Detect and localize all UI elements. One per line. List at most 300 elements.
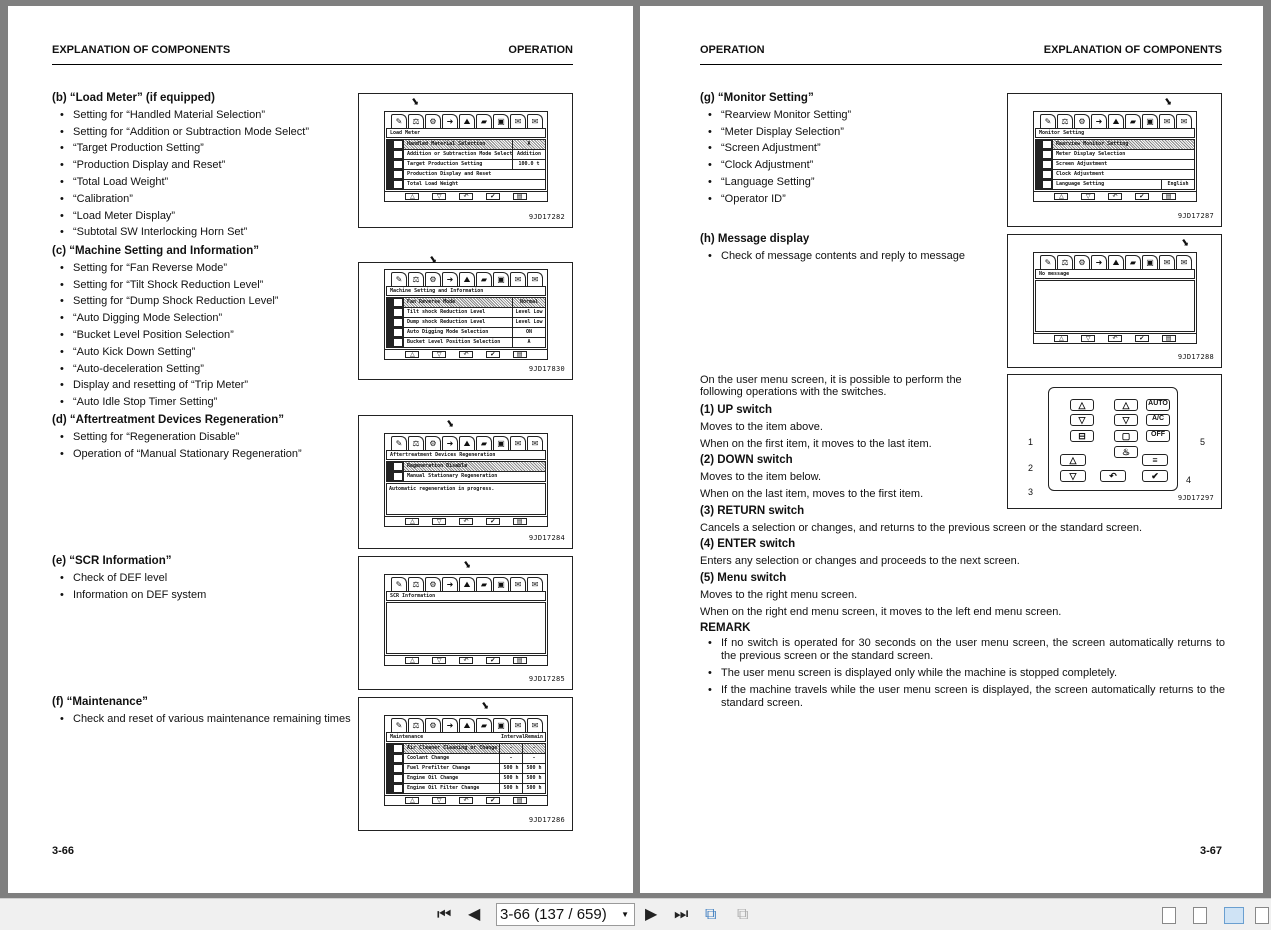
row-icon — [1042, 140, 1052, 149]
screen-button-icon: ↶ — [459, 193, 473, 200]
vent-mode-key: ▢ — [1114, 430, 1138, 442]
screen-button-icon: △ — [1054, 335, 1068, 342]
row-icon — [393, 308, 403, 317]
list-item: • “Auto-deceleration Setting” — [52, 361, 352, 378]
list-item: • Information on DEF system — [52, 587, 352, 604]
row-value: 500 h — [523, 784, 545, 793]
screen-figure — [358, 93, 573, 228]
menu-rows — [386, 743, 546, 794]
figure-code: 9JD17282 — [528, 213, 565, 221]
row-icon — [393, 318, 403, 327]
list-item: • Setting for “Addition or Subtraction Mode Select” — [52, 124, 352, 141]
menu-tab-icon: ⚙ — [425, 272, 441, 286]
screen-button-icon: ▤ — [513, 797, 527, 804]
list-item: • “Language Setting” — [700, 174, 1000, 191]
chevron-down-icon: ▼ — [621, 910, 629, 919]
screen-button-icon: ✔ — [1135, 193, 1149, 200]
menu-tab-icon: ➜ — [442, 718, 458, 732]
pointer-arrow-icon: ⬇ — [1162, 95, 1176, 110]
row-label: Language Setting — [1053, 180, 1161, 189]
screen-title — [386, 286, 546, 296]
menu-tab-icon: ➜ — [442, 436, 458, 450]
row-icon — [1042, 160, 1052, 169]
section-heading: (f) “Maintenance” — [52, 696, 148, 708]
switch-description: Moves to the right menu screen. — [700, 588, 858, 601]
menu-tab-icon: ⛰ — [1108, 114, 1124, 128]
page-field-value: 3-66 (137 / 659) — [500, 906, 607, 923]
row-label: Regeneration Disable — [404, 462, 545, 471]
menu-row — [1042, 150, 1194, 159]
row-label: Rearview Monitor Setting — [1053, 140, 1194, 149]
menu-row — [393, 462, 545, 471]
screen-title-text: Load Meter — [390, 130, 421, 136]
row-value: Normal — [513, 298, 545, 307]
menu-tab-icon: ✉ — [527, 436, 543, 450]
menu-tab-icon: ✎ — [391, 272, 407, 286]
list-item: • “Screen Adjustment” — [700, 140, 1000, 157]
row-value: Addition — [513, 150, 545, 159]
screen-button-icon: ✔ — [1135, 335, 1149, 342]
section — [52, 694, 352, 728]
menu-tab-icon: ▰ — [476, 114, 492, 128]
menu-tab-icon: ✉ — [1176, 255, 1192, 269]
menu-tab-icon: ⚖ — [1057, 114, 1073, 128]
row-label: Addition or Subtraction Mode Select — [404, 150, 512, 159]
list-item: • “Auto Digging Mode Selection” — [52, 310, 352, 327]
list-item: • “Auto Idle Stop Timer Setting” — [52, 394, 352, 411]
menu-tab-icon: ✎ — [1040, 255, 1056, 269]
menu-tab-icon: ✎ — [391, 436, 407, 450]
callout-5: 5 — [1200, 437, 1206, 447]
list-item: • “Clock Adjustment” — [700, 157, 1000, 174]
monitor-screen — [1033, 236, 1197, 344]
menu-tab-icon: ▣ — [493, 718, 509, 732]
screen-button-icon: ▽ — [1081, 193, 1095, 200]
switch-description: When on the first item, it moves to the last item. — [700, 437, 932, 450]
menu-tab-icon: ▰ — [1125, 255, 1141, 269]
menu-tab-icon: ➜ — [442, 272, 458, 286]
screen-button-icon: ↶ — [459, 351, 473, 358]
row-label: Target Production Setting — [404, 160, 512, 169]
auto-key: AUTO — [1146, 399, 1170, 411]
section — [52, 243, 352, 411]
menu-tab-icon: ▣ — [1142, 255, 1158, 269]
screen-button-icon: ↶ — [459, 518, 473, 525]
header-rule — [52, 64, 573, 65]
running-header-left: EXPLANATION OF COMPONENTS — [52, 44, 231, 56]
menu-rows — [386, 139, 546, 190]
bullet-list — [52, 107, 352, 241]
figure-code: 9JD17285 — [528, 675, 565, 683]
intro-text: On the user menu screen, it is possible to perform the following operations with the switches. — [700, 374, 962, 398]
row-label: Air Cleaner Cleaning or Change — [404, 744, 499, 753]
screen-button-icon: ↶ — [459, 657, 473, 664]
screen-title-text: SCR Information — [390, 593, 436, 599]
switch-description: Cancels a selection or changes, and returns to the previous screen or the standard screen. — [700, 521, 1143, 534]
list-item: • Setting for “Regeneration Disable” — [52, 429, 352, 446]
menu-tabs — [385, 417, 547, 450]
menu-tab-icon: ✎ — [1040, 114, 1056, 128]
row-icon — [393, 160, 403, 169]
menu-tab-icon: ✎ — [391, 577, 407, 591]
pointer-arrow-icon: ⬇ — [461, 558, 475, 573]
menu-tab-icon: ▰ — [476, 436, 492, 450]
screen-button-icon: ✔ — [486, 351, 500, 358]
pointer-arrow-icon: ⬇ — [444, 417, 458, 432]
switch-description: When on the right end menu screen, it moves to the left end menu screen. — [700, 605, 1062, 618]
menu-tab-icon: ➜ — [1091, 114, 1107, 128]
list-item: • “Calibration” — [52, 191, 352, 208]
menu-tab-icon: ✎ — [391, 718, 407, 732]
menu-tab-icon: ▰ — [1125, 114, 1141, 128]
list-item: • “Load Meter Display” — [52, 208, 352, 225]
row-icon — [393, 180, 403, 189]
page-number: 3-67 — [1199, 845, 1222, 857]
list-item: • Setting for “Handled Material Selection” — [52, 107, 352, 124]
menu-tab-icon: ▣ — [1142, 114, 1158, 128]
last-page-button[interactable]: ⏭ — [674, 906, 689, 923]
screen-title — [386, 732, 546, 742]
temp-down-key: ▽ — [1114, 414, 1138, 426]
screen-title-text: Monitor Setting — [1039, 130, 1085, 136]
switch-heading: (5) Menu switch — [700, 571, 787, 584]
list-item: • “Total Load Weight” — [52, 174, 352, 191]
menu-row — [393, 744, 545, 753]
screen-button-bar — [385, 191, 547, 201]
section — [52, 90, 352, 241]
row-label: Tilt shock Reduction Level — [404, 308, 512, 317]
continuous-view-icon[interactable] — [1193, 907, 1207, 924]
screen-button-icon: ✔ — [486, 193, 500, 200]
row-value: 500 h — [523, 764, 545, 773]
remark-item: • If the machine travels while the user menu screen is displayed, the screen automatically returns to the standard screen. — [700, 684, 1225, 710]
screen-button-icon: ▤ — [513, 351, 527, 358]
callout-1: 1 — [1028, 437, 1034, 447]
menu-tab-icon: ✉ — [527, 272, 543, 286]
temp-up-key: △ — [1114, 399, 1138, 411]
message-area: Automatic regeneration in progress. — [386, 483, 546, 515]
row-value: A — [513, 338, 545, 347]
screen-button-icon: ▽ — [1081, 335, 1095, 342]
message-area — [1035, 280, 1195, 332]
previous-page-button[interactable]: ◀ — [468, 906, 481, 923]
menu-row — [1042, 170, 1194, 179]
menu-tab-icon: ✉ — [527, 718, 543, 732]
row-value: 500 h — [500, 784, 522, 793]
page-number: 3-66 — [52, 845, 75, 857]
screen-button-icon: ▤ — [513, 657, 527, 664]
menu-row — [393, 318, 545, 327]
figure-code: 9JD17286 — [528, 816, 565, 824]
row-value: - — [523, 744, 545, 753]
switch-heading: (1) UP switch — [700, 404, 772, 416]
bullet-list — [52, 570, 352, 604]
monitor-screen — [384, 417, 548, 527]
go-forward-view-icon[interactable]: ⧉ — [737, 906, 749, 923]
menu-tab-icon: ✉ — [527, 114, 543, 128]
row-label: Auto Digging Mode Selection — [404, 328, 512, 337]
list-item: • Operation of “Manual Stationary Regeneration” — [52, 446, 352, 463]
menu-tab-icon: ▰ — [476, 577, 492, 591]
remark-item: • If no switch is operated for 30 seconds on the user menu screen, the screen automatically returns to the previous screen or the standard screen. — [700, 637, 1225, 663]
menu-tab-icon: ⛰ — [459, 272, 475, 286]
monitor-screen — [384, 558, 548, 666]
row-label: Clock Adjustment — [1053, 170, 1194, 179]
row-value: A — [513, 140, 545, 149]
row-label: Production Display and Reset — [404, 170, 545, 179]
row-value: 500 h — [500, 774, 522, 783]
menu-switch: ≡ — [1142, 454, 1168, 466]
menu-tab-icon: ✉ — [527, 577, 543, 591]
list-item: • “Meter Display Selection” — [700, 124, 1000, 141]
switch-heading: (3) RETURN switch — [700, 504, 805, 517]
row-icon — [393, 170, 403, 179]
running-header-left: OPERATION — [700, 44, 765, 56]
row-value: - — [523, 754, 545, 763]
menu-tab-icon: ⛰ — [459, 718, 475, 732]
row-label: Engine Oil Filter Change — [404, 784, 499, 793]
row-label: Dump shock Reduction Level — [404, 318, 512, 327]
monitor-screen — [384, 95, 548, 202]
menu-tab-icon: ⚖ — [408, 436, 424, 450]
screen-button-icon: ▤ — [513, 193, 527, 200]
screen-button-icon: △ — [405, 657, 419, 664]
menu-tabs — [385, 253, 547, 286]
screen-title-text: Machine Setting and Information — [390, 288, 484, 294]
figure-code: 9JD17297 — [1177, 494, 1214, 502]
row-value: Level Low — [513, 318, 545, 327]
screen-title — [386, 591, 546, 601]
menu-tab-icon: ✉ — [510, 577, 526, 591]
list-item: • Setting for “Tilt Shock Reduction Level” — [52, 277, 352, 294]
menu-tab-icon: ⛰ — [459, 114, 475, 128]
row-icon — [393, 338, 403, 347]
list-item: • “Operator ID” — [700, 191, 1000, 208]
row-label: Fuel Prefilter Change — [404, 764, 499, 773]
row-value: 500 h — [500, 764, 522, 773]
row-value: 100.0 t — [513, 160, 545, 169]
monitor-screen — [384, 699, 548, 806]
screen-button-icon: ▽ — [432, 518, 446, 525]
figure-code: 9JD17287 — [1177, 212, 1214, 220]
menu-tab-icon: ⛰ — [459, 577, 475, 591]
go-back-view-icon[interactable]: ⧉ — [705, 906, 717, 923]
pointer-arrow-icon: ⬇ — [409, 95, 423, 110]
screen-button-icon: ▤ — [1162, 193, 1176, 200]
screen-figure — [1007, 93, 1222, 227]
switch-description: Moves to the item below. — [700, 471, 822, 484]
bullet-list — [52, 429, 352, 463]
menu-tab-icon: ▣ — [493, 436, 509, 450]
remark-heading: REMARK — [700, 622, 751, 635]
row-value: ON — [513, 328, 545, 337]
screen-figure — [358, 253, 573, 380]
screen-button-icon: △ — [405, 518, 419, 525]
row-label: Coolant Change — [404, 754, 499, 763]
list-item: • “Production Display and Reset” — [52, 157, 352, 174]
column-header: Interval — [501, 734, 526, 740]
list-item: • “Bucket Level Position Selection” — [52, 327, 352, 344]
screen-figure — [358, 556, 573, 690]
menu-tabs — [385, 95, 547, 128]
menu-tab-icon: ▣ — [493, 577, 509, 591]
screen-button-icon: ▽ — [432, 193, 446, 200]
list-item: • “Rearview Monitor Setting” — [700, 107, 1000, 124]
menu-tab-icon: ✎ — [391, 114, 407, 128]
page-selector[interactable] — [496, 903, 635, 926]
viewer-toolbar — [0, 898, 1271, 930]
row-icon — [393, 744, 403, 753]
switch-description: Moves to the item above. — [700, 420, 823, 433]
menu-tab-icon: ✉ — [1159, 114, 1175, 128]
header-rule — [700, 64, 1222, 65]
row-icon — [393, 754, 403, 763]
screen-button-bar — [385, 655, 547, 665]
menu-rows — [386, 461, 546, 482]
monitor-screen — [384, 253, 548, 360]
switch-heading: (4) ENTER switch — [700, 538, 796, 551]
menu-row — [1042, 160, 1194, 169]
fan-up-key: △ — [1070, 399, 1094, 411]
switch-heading: (2) DOWN switch — [700, 454, 793, 467]
switch-panel-figure — [1007, 374, 1222, 509]
menu-row — [393, 754, 545, 763]
row-icon — [1042, 170, 1052, 179]
menu-row — [393, 328, 545, 337]
menu-tabs — [385, 558, 547, 591]
screen-button-icon: △ — [405, 351, 419, 358]
figure-code: 9JD17284 — [528, 534, 565, 542]
menu-rows — [1035, 139, 1195, 190]
row-icon — [393, 140, 403, 149]
message-area — [386, 602, 546, 654]
menu-row — [393, 472, 545, 481]
next-page-button[interactable]: ▶ — [645, 906, 658, 923]
row-label: Engine Oil Change — [404, 774, 499, 783]
screen-button-icon: ✔ — [486, 518, 500, 525]
ac-key: A/C — [1146, 414, 1170, 426]
list-item: • “Auto Kick Down Setting” — [52, 344, 352, 361]
menu-tab-icon: ⚙ — [425, 114, 441, 128]
menu-tab-icon: ⚙ — [1074, 255, 1090, 269]
menu-tab-icon: ⚙ — [425, 436, 441, 450]
section-heading: (d) “Aftertreatment Devices Regeneration” — [52, 414, 284, 426]
row-label: Fan Reverse Mode — [404, 298, 512, 307]
first-page-button[interactable]: ⏮ — [437, 906, 452, 923]
screen-button-bar — [1034, 191, 1196, 201]
two-page-continuous-view-icon[interactable] — [1255, 907, 1269, 924]
menu-tab-icon: ⚖ — [408, 718, 424, 732]
screen-button-icon: ▽ — [432, 797, 446, 804]
menu-row — [393, 308, 545, 317]
bullet-list — [52, 711, 352, 728]
section-heading: (c) “Machine Setting and Information” — [52, 245, 260, 257]
menu-tab-icon: ⚖ — [408, 114, 424, 128]
row-label: Bucket Level Position Selection — [404, 338, 512, 347]
off-key: OFF — [1146, 430, 1170, 442]
recirculation-key: ⊟ — [1070, 430, 1094, 442]
menu-row — [1042, 140, 1194, 149]
row-label: Screen Adjustment — [1053, 160, 1194, 169]
two-page-view-icon[interactable] — [1224, 907, 1244, 924]
menu-tab-icon: ➜ — [442, 577, 458, 591]
section-heading: (e) “SCR Information” — [52, 555, 172, 567]
menu-row — [393, 180, 545, 189]
menu-tab-icon: ⚙ — [425, 718, 441, 732]
row-icon — [393, 298, 403, 307]
menu-tab-icon: ✉ — [510, 436, 526, 450]
screen-title — [1035, 128, 1195, 138]
list-item: • Display and resetting of “Trip Meter” — [52, 377, 352, 394]
menu-tab-icon: ✉ — [1159, 255, 1175, 269]
down-switch: ▽ — [1060, 470, 1086, 482]
row-icon — [393, 328, 403, 337]
menu-tab-icon: ⚖ — [408, 577, 424, 591]
callout-2: 2 — [1028, 463, 1034, 473]
screen-button-icon: ▽ — [432, 657, 446, 664]
menu-tab-icon: ⚙ — [425, 577, 441, 591]
screen-button-icon: △ — [405, 193, 419, 200]
running-header-right: OPERATION — [508, 44, 573, 56]
menu-tab-icon: ⚖ — [1057, 255, 1073, 269]
row-label: Meter Display Selection — [1053, 150, 1194, 159]
screen-button-bar — [385, 795, 547, 805]
menu-tab-icon: ▣ — [493, 272, 509, 286]
row-value: English — [1162, 180, 1194, 189]
figure-code: 9JD17288 — [1177, 353, 1214, 361]
pointer-arrow-icon: ⬇ — [1179, 236, 1193, 251]
row-icon — [393, 764, 403, 773]
defroster-key: ♨ — [1114, 446, 1138, 458]
section-heading: (g) “Monitor Setting” — [700, 92, 814, 104]
callout-4: 4 — [1186, 475, 1192, 485]
screen-title-text: Maintenance — [390, 734, 424, 740]
menu-tab-icon: ➜ — [442, 114, 458, 128]
menu-row — [393, 764, 545, 773]
row-value: - — [500, 744, 522, 753]
list-item: • Check and reset of various maintenance remaining times — [52, 711, 352, 728]
bullet-list — [700, 248, 1000, 265]
menu-tab-icon: ⛰ — [1108, 255, 1124, 269]
screen-title — [386, 450, 546, 460]
menu-tabs — [1034, 236, 1196, 269]
screen-button-bar — [385, 349, 547, 359]
menu-tab-icon: ➜ — [1091, 255, 1107, 269]
menu-tab-icon: ▰ — [476, 718, 492, 732]
section — [700, 90, 1000, 208]
single-page-view-icon[interactable] — [1162, 907, 1176, 924]
row-label: Total Load Weight — [404, 180, 545, 189]
menu-tab-icon: ⚙ — [1074, 114, 1090, 128]
menu-tabs — [1034, 95, 1196, 128]
screen-button-icon: ✔ — [486, 797, 500, 804]
list-item: • Setting for “Fan Reverse Mode” — [52, 260, 352, 277]
section — [700, 231, 1000, 265]
row-icon — [393, 472, 403, 481]
fan-down-key: ▽ — [1070, 414, 1094, 426]
screen-button-bar — [1034, 333, 1196, 343]
switch-description: When on the last item, moves to the first item. — [700, 487, 924, 500]
menu-row — [1042, 180, 1194, 189]
row-icon — [393, 784, 403, 793]
screen-button-icon: ▽ — [432, 351, 446, 358]
column-header: Remain — [524, 734, 544, 740]
list-item: • “Target Production Setting” — [52, 140, 352, 157]
bullet-list — [52, 260, 352, 411]
menu-tab-icon: ✉ — [1176, 114, 1192, 128]
row-icon — [393, 462, 403, 471]
menu-row — [393, 160, 545, 169]
